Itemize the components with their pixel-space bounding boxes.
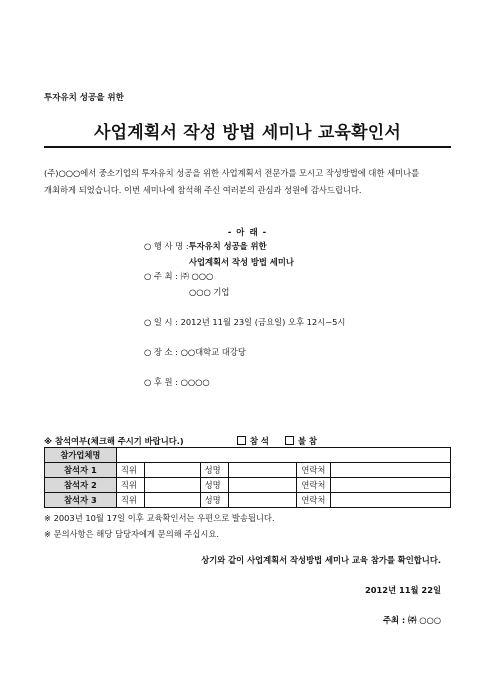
attendee-label: 참석자 3 (45, 493, 117, 508)
company-row (45, 448, 451, 463)
host-label: ○ 주 최 : (144, 271, 178, 281)
name-input[interactable] (228, 478, 297, 493)
name-label: 성명 (200, 478, 228, 493)
attend-option[interactable] (237, 435, 269, 447)
place-row (144, 346, 246, 358)
position-label: 직위 (116, 463, 144, 478)
intro-paragraph (44, 165, 454, 199)
contact-label: 연락처 (297, 478, 331, 493)
table-row (45, 478, 451, 493)
host-row (144, 270, 213, 282)
contact-label: 연락처 (297, 493, 331, 508)
datetime-label: ○ 일 시 : (144, 317, 178, 327)
name-label: 성명 (200, 463, 228, 478)
host-value-1: ㈜ ○○○ (180, 271, 214, 281)
name-input[interactable] (228, 493, 297, 508)
attendee-label: 참석자 2 (45, 478, 117, 493)
position-input[interactable] (144, 478, 200, 493)
position-label: 직위 (116, 478, 144, 493)
host-value-2: ○○○ 기업 (189, 287, 230, 297)
absent-option[interactable] (285, 435, 317, 447)
company-name-input[interactable] (116, 448, 450, 463)
attendee-table (44, 447, 451, 508)
note-inquiry: ※ 문의사항은 해당 담당자에게 문의해 주십시요. (44, 529, 220, 539)
document-subtitle: 투자유치 성공을 위한 (44, 93, 124, 103)
host-signature: 주최 : ㈜ ○○○ (382, 615, 441, 625)
sponsor-row (144, 376, 210, 388)
event-name-row (144, 240, 267, 252)
event-name-value-1: 투자유치 성공을 위한 (188, 241, 267, 251)
sponsor-label: ○ 후 원 : (144, 377, 178, 387)
position-input[interactable] (144, 463, 200, 478)
attend-checkbox[interactable] (237, 436, 246, 445)
place-value: ○○대학교 대강당 (180, 347, 246, 357)
table-row (45, 463, 451, 478)
attendance-check-row (44, 435, 451, 447)
contact-input[interactable] (331, 493, 451, 508)
notes (44, 510, 275, 542)
below-heading: - 아 래 - (227, 228, 268, 238)
contact-label: 연락처 (297, 463, 331, 478)
event-name-label: ○ 행 사 명 : (144, 241, 189, 251)
sponsor-value: ○○○○ (180, 377, 210, 387)
datetime-row (144, 316, 345, 328)
datetime-value: 2012년 11월 23일 (금요일) 오후 12시~5시 (180, 317, 346, 327)
event-name-value-2: 사업계획서 작성 방법 세미나 (189, 257, 294, 267)
name-label: 성명 (200, 493, 228, 508)
intro-line-1: (주)○○○에서 중소기업의 투자유치 성공을 위한 사업계획서 전문가를 모시고 작성방법에 대한 세미나를 (44, 168, 420, 178)
intro-line-2: 개최하게 되었습니다. 이번 세미나에 참석해 주신 여러분의 관심과 성원에 감사드립니다. (44, 185, 362, 195)
absent-label: 불 참 (298, 436, 317, 446)
position-label: 직위 (116, 493, 144, 508)
attend-label: 참 석 (250, 436, 269, 446)
absent-checkbox[interactable] (285, 436, 294, 445)
contact-input[interactable] (331, 478, 451, 493)
place-label: ○ 장 소 : (144, 347, 178, 357)
table-row (45, 493, 451, 508)
title-divider (44, 146, 451, 148)
event-name-row-2 (189, 256, 294, 268)
host-row-2 (189, 286, 229, 298)
note-mailing: ※ 2003년 10월 17일 이후 교육확인서는 우편으로 발송됩니다. (44, 513, 275, 523)
confirmation-statement: 상기와 같이 사업계획서 작성방법 세미나 교육 참가를 확인합니다. (201, 555, 441, 565)
contact-input[interactable] (331, 463, 451, 478)
name-input[interactable] (228, 463, 297, 478)
attendee-label: 참석자 1 (45, 463, 117, 478)
document-title: 사업계획서 작성 방법 세미나 교육확인서 (93, 123, 402, 143)
issue-date: 2012년 11월 22일 (364, 585, 441, 595)
attendance-question: ※ 참석여부(체크해 주시기 바랍니다.) (44, 436, 184, 446)
position-input[interactable] (144, 493, 200, 508)
company-name-label: 참가업체명 (45, 448, 117, 463)
